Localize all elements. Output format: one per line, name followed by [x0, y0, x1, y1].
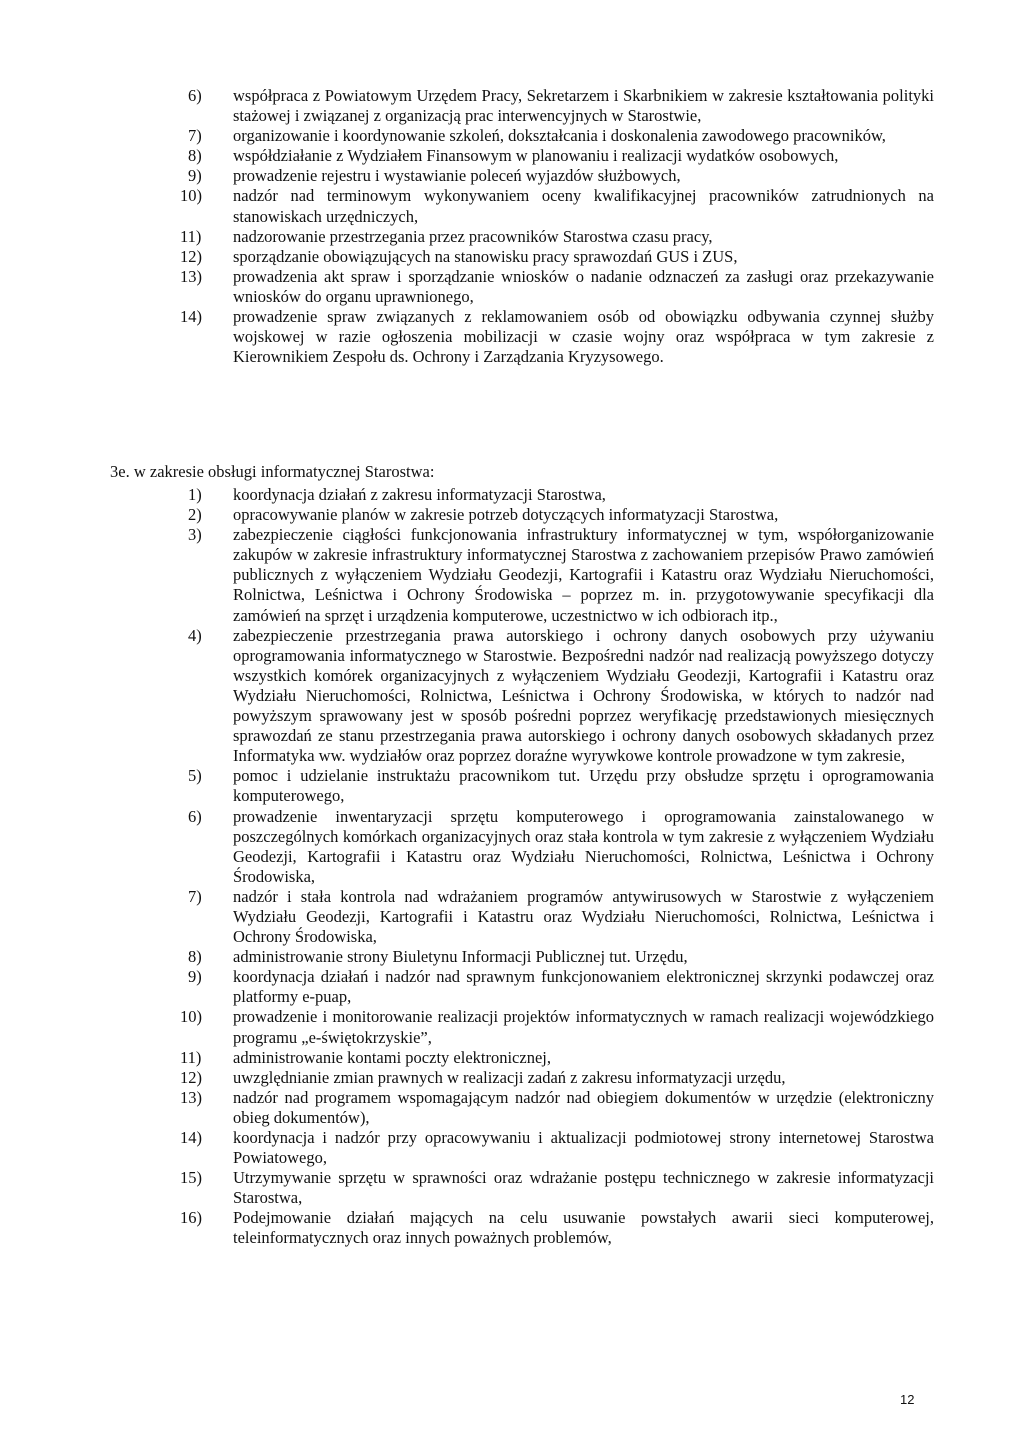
- item-number: 16): [180, 1208, 202, 1228]
- item-number: 1): [188, 485, 202, 504]
- item-number: 4): [188, 625, 202, 645]
- list-item: [180, 246, 934, 267]
- item-number: 10): [180, 186, 202, 206]
- item-text: zabezpieczenie ciągłości funkcjonowania infrastruktury informatycznej w tym, współorganizowanie zakupów w zakresie infrastruktury informatycznej Starostwa z zachowaniem przepisów Prawo zamówień publicznych z wyłączeniem Wydziału Geodezji, Kartografii i Katastru oraz Wydziału Nieruchomości, Rolnictwa, Leśnictwa i Ochrony Środowiska – poprzez m. in. przygotowywanie specyfikacji dla zamówień na sprzęt i urządzenia komputerowe, uczestnictwo w ich odbiorach itp.,: [233, 525, 934, 625]
- item-number: 6): [188, 86, 202, 105]
- item-number: 11): [180, 226, 202, 246]
- list-item: [188, 626, 934, 767]
- list-item: [188, 525, 934, 625]
- item-text: koordynacja i nadzór przy opracowywaniu i aktualizacji podmiotowej strony internetowej Starostwa Powiatowego,: [233, 1128, 934, 1168]
- item-text: prowadzenie inwentaryzacji sprzętu komputerowego i oprogramowania zainstalowanego w poszczególnych komórkach organizacyjnych oraz stała kontrola w tym zakresie z wyłączeniem Wydziału Geodezji, Kartografii i Katastru oraz Wydziału Nieruchomości, Rolnictwa, Leśnictwa i Ochrony Środowiska,: [233, 806, 934, 886]
- list-item: [180, 1067, 934, 1088]
- list-item: [180, 1087, 934, 1128]
- section-heading: 3e. w zakresie obsługi informatycznej Starostwa:: [110, 462, 435, 481]
- page-number: 12: [900, 1392, 915, 1407]
- item-text: prowadzenie i monitorowanie realizacji projektów informatycznych w ramach realizacji wojewódzkiego programu „e-świętokrzyskie”,: [233, 1007, 934, 1047]
- item-number: 6): [188, 806, 202, 826]
- list-item: [188, 146, 934, 166]
- list-item: [180, 1208, 934, 1248]
- item-number: 15): [180, 1168, 202, 1188]
- list-item: [188, 947, 934, 967]
- list-item: [188, 766, 934, 806]
- list-item: [180, 1128, 934, 1168]
- item-text: Utrzymywanie sprzętu w sprawności oraz wdrażanie postępu technicznego w zakresie informatyzacji Starostwa,: [233, 1168, 934, 1208]
- item-text: zabezpieczenie przestrzegania prawa autorskiego i ochrony danych osobowych przy używaniu oprogramowania informatycznego w Starostwie. Bezpośredni nadzór nad realizacją powyższego dotyczy wszystkich komórek organizacyjnych z wyłączeniem Wydziału Geodezji, Kartografii i Katastru oraz Wydziału Nieruchomości, Rolnictwa, Leśnictwa i Ochrony Środowiska, w których to nadzór nad powyższym sprawowany jest w sposób pośredni poprzez weryfikację przedstawionych miesięcznych sprawozdań ze stanu przestrzegania prawa autorskiego i ochrony danych osobowych składanych przez Informatyka ww. wydziałów oraz poprzez doraźne wyrywkowe kontrole prowadzone w tym zakresie,: [233, 625, 934, 766]
- list-item: [188, 485, 934, 505]
- item-text: współpraca z Powiatowym Urzędem Pracy, Sekretarzem i Skarbnikiem w zakresie kształtowania polityki stażowej i związanej z organizacją prac interwencyjnych w Starostwie,: [233, 86, 934, 126]
- list-item: [188, 505, 934, 525]
- it-duties-list: [180, 485, 934, 1249]
- item-text: administrowanie kontami poczty elektronicznej,: [233, 1047, 551, 1067]
- item-text: pomoc i udzielanie instruktażu pracownikom tut. Urzędu przy obsłudze sprzętu i oprogramowania komputerowego,: [233, 766, 934, 806]
- item-number: 2): [188, 505, 202, 525]
- list-item: [180, 1168, 934, 1208]
- item-number: 7): [188, 126, 202, 146]
- item-number: 14): [180, 1128, 202, 1147]
- list-item: [188, 887, 934, 947]
- item-text: sporządzanie obowiązujących na stanowisku pracy sprawozdań GUS i ZUS,: [233, 246, 738, 266]
- item-text: koordynacja działań z zakresu informatyzacji Starostwa,: [233, 485, 606, 504]
- item-number: 13): [180, 1087, 202, 1107]
- list-item: [180, 226, 934, 247]
- item-text: Podejmowanie działań mających na celu usuwanie powstałych awarii sieci komputerowej, teleinformatycznych oraz innych poważnych problemów,: [233, 1208, 934, 1248]
- list-item: [188, 166, 934, 186]
- list-item: [180, 1007, 934, 1047]
- item-number: 8): [188, 947, 202, 967]
- item-number: 5): [188, 766, 202, 786]
- list-item: [188, 86, 934, 126]
- list-item: [180, 186, 934, 226]
- list-item: [180, 307, 934, 367]
- duties-list-continued: [180, 86, 934, 367]
- item-text: nadzorowanie przestrzegania przez pracowników Starostwa czasu pracy,: [233, 226, 713, 246]
- item-number: 12): [180, 246, 202, 266]
- item-text: współdziałanie z Wydziałem Finansowym w planowaniu i realizacji wydatków osobowych,: [233, 146, 839, 166]
- item-text: nadzór nad programem wspomagającym nadzór nad obiegiem dokumentów w urzędzie (elektroniczny obieg dokumentów),: [233, 1087, 934, 1127]
- item-number: 7): [188, 886, 202, 906]
- item-number: 3): [188, 525, 202, 545]
- item-text: uwzględnianie zmian prawnych w realizacji zadań z zakresu informatyzacji urzędu,: [233, 1067, 786, 1087]
- list-item: [188, 967, 934, 1007]
- item-number: 14): [180, 307, 202, 327]
- item-number: 9): [188, 967, 202, 987]
- item-number: 8): [188, 146, 202, 166]
- item-text: prowadzenia akt spraw i sporządzanie wniosków o nadanie odznaczeń za zasługi oraz przekazywanie wniosków do organu uprawnionego,: [233, 266, 934, 306]
- list-item: [188, 126, 934, 146]
- list-item: [188, 807, 934, 887]
- item-number: 12): [180, 1067, 202, 1087]
- item-text: koordynacja działań i nadzór nad sprawnym funkcjonowaniem elektronicznej skrzynki podawczej oraz platformy e-puap,: [233, 967, 934, 1007]
- item-number: 13): [180, 266, 202, 286]
- item-text: nadzór nad terminowym wykonywaniem oceny kwalifikacyjnej pracowników zatrudnionych na stanowiskach urzędniczych,: [233, 186, 934, 226]
- item-text: administrowanie strony Biuletynu Informacji Publicznej tut. Urzędu,: [233, 947, 688, 967]
- item-number: 11): [180, 1047, 202, 1067]
- item-text: opracowywanie planów w zakresie potrzeb dotyczących informatyzacji Starostwa,: [233, 505, 779, 525]
- item-text: nadzór i stała kontrola nad wdrażaniem programów antywirusowych w Starostwie z wyłączeniem Wydziału Geodezji, Kartografii i Katastru oraz Wydziału Nieruchomości, Rolnictwa, Leśnictwa i Ochrony Środowiska,: [233, 886, 934, 947]
- item-number: 10): [180, 1007, 202, 1027]
- list-item: [180, 266, 934, 307]
- item-text: prowadzenie rejestru i wystawianie poleceń wyjazdów służbowych,: [233, 166, 681, 186]
- item-number: 9): [188, 166, 202, 186]
- list-item: [180, 1047, 934, 1068]
- item-text: organizowanie i koordynowanie szkoleń, dokształcania i doskonalenia zawodowego pracowników,: [233, 126, 886, 146]
- item-text: prowadzenie spraw związanych z reklamowaniem osób od obowiązku odbywania czynnej służby wojskowej w razie ogłoszenia mobilizacji w czasie wojny oraz współpraca w tym zakresie z Kierownikiem Zespołu ds. Ochrony i Zarządzania Kryzysowego.: [233, 307, 934, 367]
